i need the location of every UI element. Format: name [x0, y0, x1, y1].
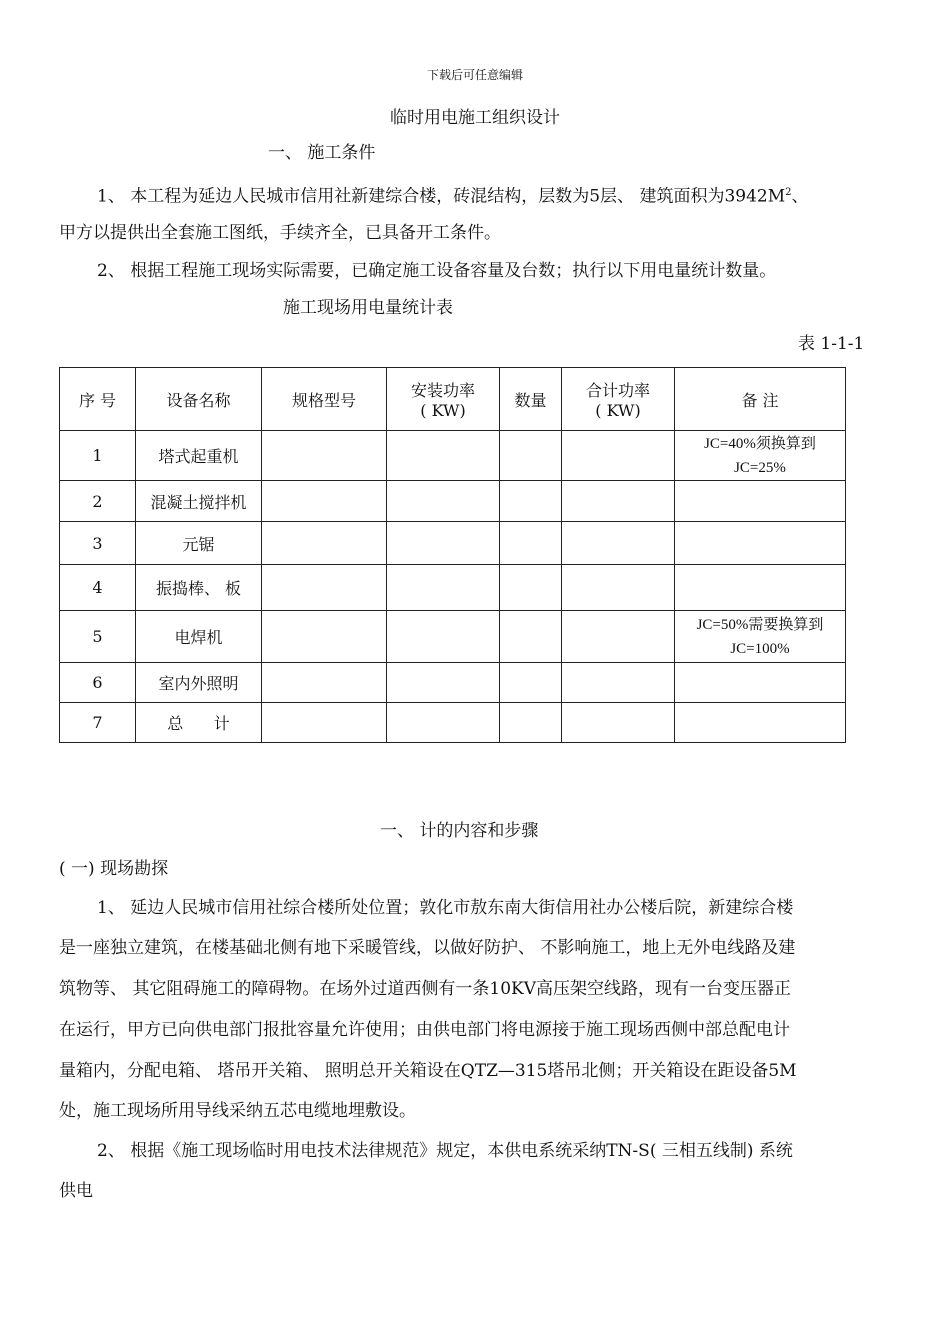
table-row	[60, 431, 846, 481]
header-seq: 序 号	[60, 368, 136, 431]
cell-name: 塔式起重机	[136, 431, 262, 481]
header-spec: 规格型号	[262, 368, 387, 431]
paragraph-line: 筑物等、 其它阻碍施工的障碍物。在场外过道西侧有一条10KV高压架空线路，现有一台变压器正	[59, 979, 792, 999]
cell-seq: 5	[60, 611, 136, 663]
cell-note: JC=40%须换算到 JC=25%	[675, 431, 846, 481]
table-header-row	[60, 368, 846, 431]
paragraph-line: 在运行，甲方已向供电部门报批容量允许使用；由供电部门将电源接于施工现场西侧中部总配电计	[59, 1020, 790, 1040]
cell-seq: 3	[60, 522, 136, 565]
header-install-power: 安装功率 ( KW)	[387, 368, 500, 431]
subsection-heading-survey: ( 一) 现场勘探	[59, 859, 169, 879]
cell-seq: 4	[60, 565, 136, 611]
table-row	[60, 481, 846, 522]
paragraph-item2: 2、 根据工程施工现场实际需要，已确定施工设备容量及台数；执行以下用电量统计数量。	[97, 261, 777, 281]
cell-name: 总 计	[136, 703, 262, 743]
cell-name: 混凝土搅拌机	[136, 481, 262, 522]
header-qty: 数量	[500, 368, 562, 431]
table-row	[60, 522, 846, 565]
cell-note: JC=50%需要换算到 JC=100%	[675, 611, 846, 663]
section-heading-steps: 一、 计的内容和步骤	[380, 821, 539, 841]
section-heading-conditions: 一、 施工条件	[268, 143, 376, 163]
paragraph-line: 处，施工现场所用导线采纳五芯电缆地埋敷设。	[59, 1101, 416, 1121]
cell-seq: 1	[60, 431, 136, 481]
paragraph-item2-line2: 供电	[59, 1181, 93, 1201]
header-name: 设备名称	[136, 368, 262, 431]
cell-name: 振捣棒、 板	[136, 565, 262, 611]
table-title: 施工现场用电量统计表	[283, 298, 453, 318]
cell-name: 室内外照明	[136, 663, 262, 703]
paragraph-item2-line1: 2、 根据《施工现场临时用电技术法律规范》规定，本供电系统采纳TN-S( 三相五线制) 系统	[97, 1141, 793, 1161]
watermark: 下载后可任意编辑	[426, 68, 523, 82]
paragraph-item1-line1: 1、 本工程为延边人民城市信用社新建综合楼，砖混结构，层数为5层、 建筑面积为$3942M^2$、	[97, 186, 809, 207]
cell-seq: 7	[60, 703, 136, 743]
paragraph-line: 是一座独立建筑，在楼基础北侧有地下采暖管线，以做好防护、 不影响施工，地上无外电线路及建	[59, 938, 796, 958]
power-statistics-table	[59, 367, 846, 743]
table-row	[60, 703, 846, 743]
document-title: 临时用电施工组织设计	[390, 108, 560, 128]
paragraph-line: 1、 延边人民城市信用社综合楼所处位置；敦化市敖东南大街信用社办公楼后院，新建综合楼	[97, 898, 794, 918]
cell-seq: 2	[60, 481, 136, 522]
table-row	[60, 611, 846, 663]
table-reference: 表 1-1-1	[798, 334, 865, 354]
header-note: 备 注	[675, 368, 846, 431]
paragraph-line: 量箱内，分配电箱、 塔吊开关箱、 照明总开关箱设在QTZ—315塔吊北侧；开关箱设在距设备5M	[59, 1061, 797, 1081]
cell-seq: 6	[60, 663, 136, 703]
table-row	[60, 565, 846, 611]
cell-name: 元锯	[136, 522, 262, 565]
header-total-power: 合计功率 ( KW)	[562, 368, 675, 431]
cell-name: 电焊机	[136, 611, 262, 663]
paragraph-item1-line2: 甲方以提供出全套施工图纸，手续齐全，已具备开工条件。	[59, 223, 501, 243]
table-row	[60, 663, 846, 703]
